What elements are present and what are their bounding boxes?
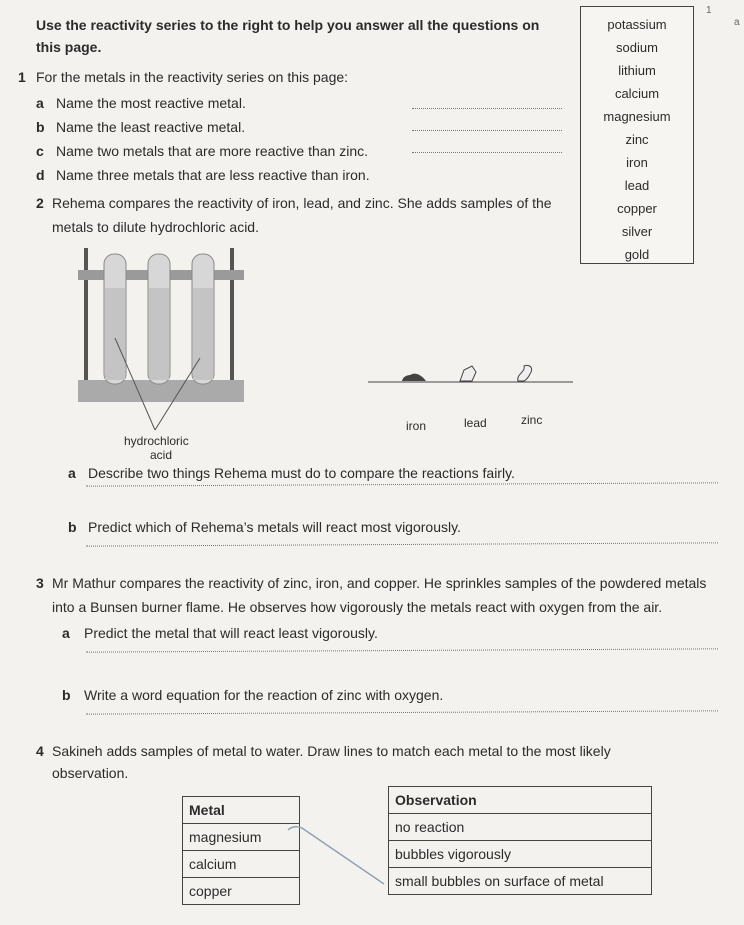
test-tube-rack-illustration [70,248,270,448]
q4-number: 4 [36,743,44,759]
rs-item: lithium [618,63,656,78]
rs-item: silver [621,224,653,239]
corner-mark-2: a [734,17,740,28]
q3a-letter: a [62,625,70,641]
rs-item: iron [626,155,648,170]
rs-item: sodium [616,40,658,55]
intro-line-2: this page. [36,39,102,55]
rs-item: potassium [607,17,667,32]
q2a-answer-line[interactable] [86,482,718,486]
observation-cell-no-reaction[interactable]: no reaction [389,814,652,841]
observation-cell-small-bubbles[interactable]: small bubbles on surface of metal [389,868,652,895]
q1b-answer-line[interactable] [412,130,562,131]
q3-number: 3 [36,575,44,591]
metal-cell-magnesium[interactable]: magnesium [183,824,300,851]
q3a-answer-line[interactable] [86,648,718,652]
q2b-letter: b [68,519,77,535]
q2a-letter: a [68,465,76,481]
q1a-answer-line[interactable] [412,108,562,109]
observation-table [388,786,652,895]
lead-piece-shape [460,366,476,381]
q3-line-2: into a Bunsen burner flame. He observes how vigorously the metals react with oxygen from the air. [52,599,663,615]
observation-cell-bubbles-vigorously[interactable]: bubbles vigorously [389,841,652,868]
q4-line-1: Sakineh adds samples of metal to water. Draw lines to match each metal to the most likely [52,743,611,759]
q1b-letter: b [36,119,45,135]
reactivity-series-box [580,6,694,264]
acid-label-line-2: acid [150,448,173,462]
q3a-text: Predict the metal that will react least vigorously. [84,625,378,641]
q4-line-2: observation. [52,765,129,781]
zinc-piece-shape [518,365,532,381]
metal-table-header: Metal [183,797,300,824]
rs-item: gold [624,247,650,262]
metal-samples-illustration [368,360,578,400]
metal-cell-calcium[interactable]: calcium [183,851,300,878]
intro-line-1: Use the reactivity series to the right to help you answer all the questions on [36,17,540,33]
q1d-text: Name three metals that are less reactive than iron. [56,167,370,183]
q1-text: For the metals in the reactivity series on this page: [36,69,349,85]
acid-label-line-1: hydrochloric [124,434,189,448]
q2a-text: Describe two things Rehema must do to compare the reactions fairly. [88,465,515,481]
q3b-text: Write a word equation for the reaction of zinc with oxygen. [84,687,444,703]
rs-item: calcium [614,86,660,101]
q2b-answer-line[interactable] [86,542,718,546]
q2-line-1: Rehema compares the reactivity of iron, lead, and zinc. She adds samples of the [52,195,552,211]
q1c-letter: c [36,143,44,159]
q3b-letter: b [62,687,71,703]
q3b-answer-line[interactable] [86,710,718,714]
q3-line-1: Mr Mathur compares the reactivity of zinc, iron, and copper. He sprinkles samples of the powdered metals [52,575,707,591]
q2-number: 2 [36,195,44,211]
drawn-match-line [280,820,400,890]
q1c-text: Name two metals that are more reactive than zinc. [56,143,369,159]
metal-label-iron: iron [406,419,427,433]
q1a-text: Name the most reactive metal. [56,95,246,111]
rs-item: copper [617,201,657,216]
q1a-letter: a [36,95,44,111]
q2b-text: Predict which of Rehema’s metals will react most vigorously. [88,519,461,535]
rs-item: zinc [625,132,649,147]
q1d-letter: d [36,167,45,183]
metal-cell-copper[interactable]: copper [183,878,300,905]
rs-item: magnesium [603,109,671,124]
corner-mark-1: 1 [706,5,712,16]
q2-line-2: metals to dilute hydrochloric acid. [52,219,259,235]
metal-label-lead: lead [464,416,487,430]
iron-powder-shape [402,374,426,381]
q1b-text: Name the least reactive metal. [56,119,246,135]
q1c-answer-line[interactable] [412,152,562,153]
observation-table-header: Observation [389,787,652,814]
q1-number: 1 [18,69,26,85]
metal-label-zinc: zinc [521,413,543,427]
rs-item: lead [624,178,650,193]
